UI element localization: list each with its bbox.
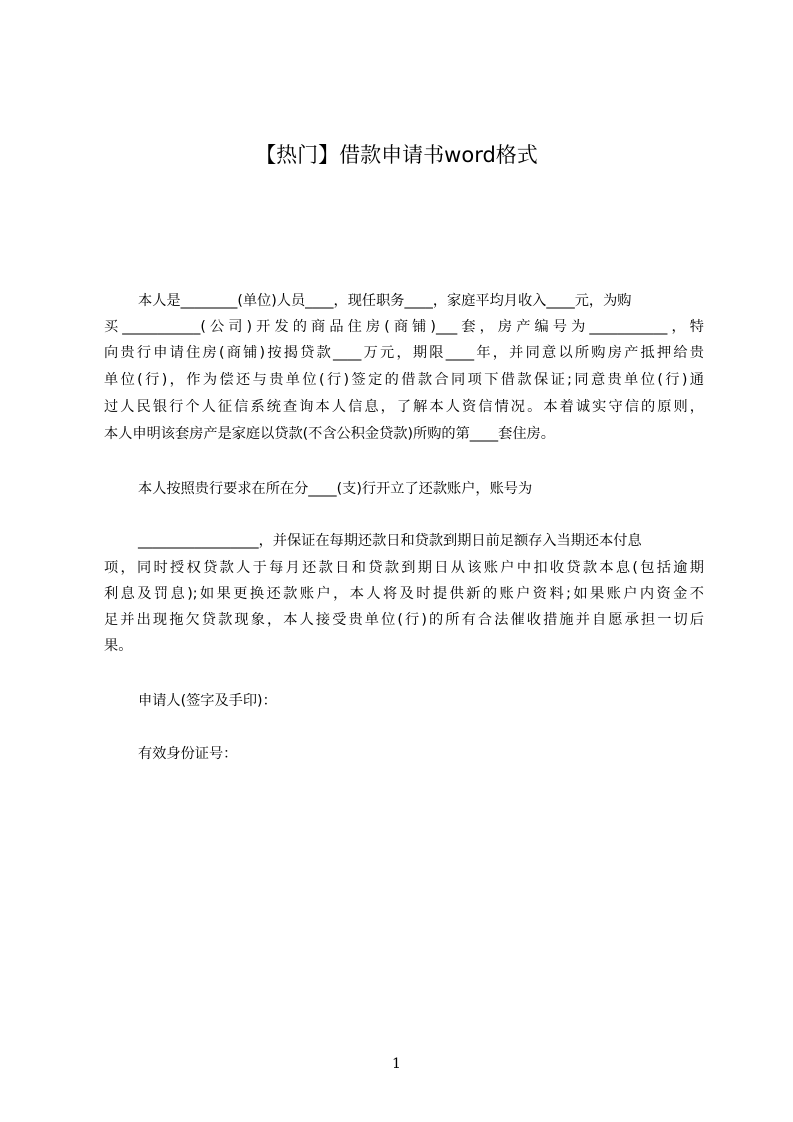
paragraph3-line-5: 果。 bbox=[104, 638, 133, 654]
page-number: 1 bbox=[392, 1056, 401, 1072]
paragraph3-line-3: 利息及罚息);如果更换还款账户，本人将及时提供新的账户资料;如果账户内资金不 bbox=[104, 586, 704, 602]
applicant-signature-label: 申请人(签字及手印)： bbox=[138, 693, 277, 709]
paragraph1-line-5: 过人民银行个人征信系统查询本人信息，了解本人资信情况。本着诚实守信的原则， bbox=[104, 399, 704, 415]
paragraph1-line-4: 单位(行)，作为偿还与贵单位(行)签定的借款合同项下借款保证;同意贵单位(行)通 bbox=[104, 372, 704, 388]
paragraph1-line-2: 买___________(公司)开发的商品住房(商铺)___套，房产编号为___________，特 bbox=[104, 319, 704, 335]
paragraph1-line-6: 本人申明该套房产是家庭以贷款(不含公积金贷款)所购的第____套住房。 bbox=[104, 426, 555, 442]
paragraph2-line-1: 本人按照贵行要求在所在分____(支)行开立了还款账户，账号为 bbox=[138, 481, 533, 497]
paragraph1-line-1: 本人是________(单位)人员____，现任职务____，家庭平均月收入____元，为购 bbox=[138, 293, 632, 309]
document-title: 【热门】借款申请书word格式 bbox=[255, 143, 538, 167]
id-number-label: 有效身份证号： bbox=[138, 746, 238, 762]
paragraph3-line-2: 项，同时授权贷款人于每月还款日和贷款到期日从该账户中扣收贷款本息(包括逾期 bbox=[104, 560, 704, 576]
paragraph3-line-4: 足并出现拖欠贷款现象，本人接受贵单位(行)的所有合法催收措施并自愿承担一切后 bbox=[104, 612, 704, 628]
paragraph3-line-1: _________________，并保证在每期还款日和贷款到期日前足额存入当期还本付息 bbox=[138, 533, 642, 549]
paragraph1-line-3: 向贵行申请住房(商铺)按揭贷款____万元，期限____年，并同意以所购房产抵押给贵 bbox=[104, 345, 704, 361]
